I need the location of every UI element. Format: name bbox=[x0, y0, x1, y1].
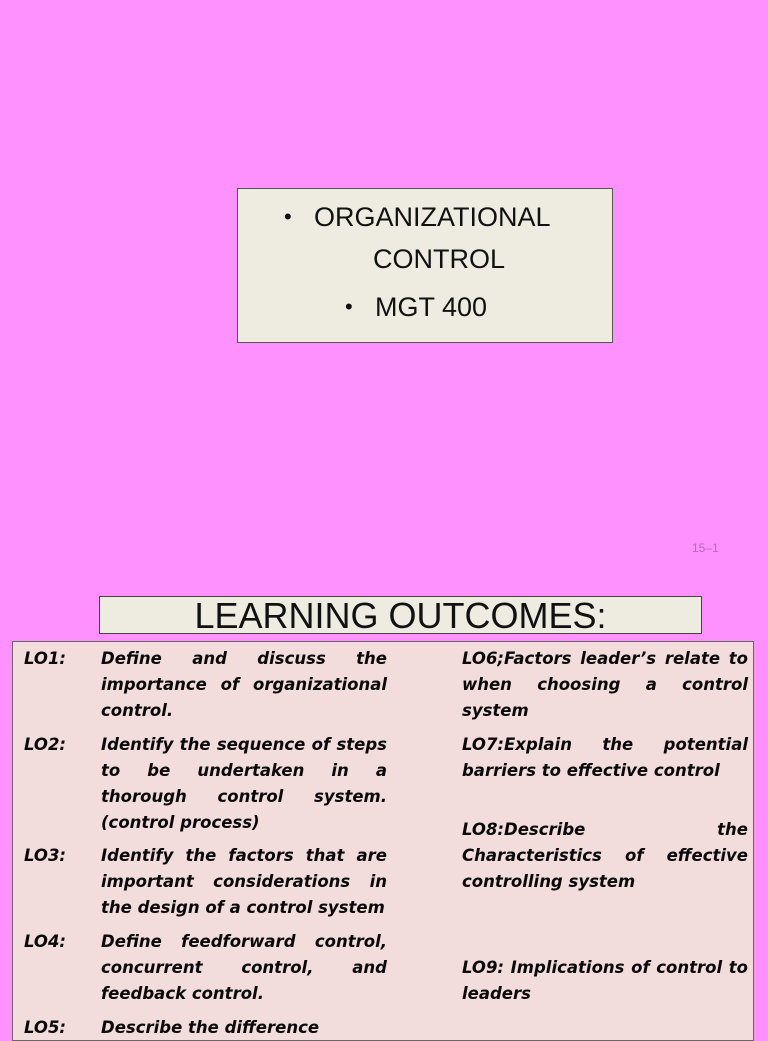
outcome-text: Define feedforward control, concurrent control, and feedback control. bbox=[101, 932, 387, 1003]
title-bullet-1 bbox=[284, 201, 551, 233]
outcome-code: LO2: bbox=[24, 735, 67, 754]
outcome-text: Define and discuss the importance of organizational control. bbox=[101, 649, 387, 720]
outcome-text: LO6;Factors leader’s relate to when choosing a control system bbox=[462, 649, 748, 720]
outcome-text: LO9: Implications of control to leaders bbox=[462, 958, 748, 1003]
bullet-icon: • bbox=[284, 204, 292, 229]
outcome-text: Identify the factors that are important considerations in the design of a control system bbox=[101, 846, 387, 917]
learning-outcomes-title: LEARNING OUTCOMES: bbox=[99, 596, 702, 634]
outcome-text: LO8:Describe the Characteristics of effective controlling system bbox=[462, 820, 748, 891]
outcome-code: LO3: bbox=[24, 846, 67, 865]
course-code: MGT 400 bbox=[375, 292, 488, 322]
title-bullet-2 bbox=[345, 291, 487, 323]
outcome-text: LO7:Explain the potential barriers to effective control bbox=[462, 735, 748, 780]
title-box bbox=[237, 188, 613, 343]
outcome-text: Identify the sequence of steps to be undertaken in a thorough control system.(control process) bbox=[101, 735, 387, 832]
outcome-code: LO4: bbox=[24, 932, 67, 951]
title-line-organizational: ORGANIZATIONAL bbox=[314, 202, 551, 232]
slide-number: 15–1 bbox=[692, 541, 719, 555]
outcome-code: LO5: bbox=[24, 1018, 67, 1037]
learning-outcomes-panel bbox=[12, 641, 754, 1041]
outcome-code: LO1: bbox=[24, 649, 67, 668]
outcome-text: Describe the difference bbox=[101, 1018, 320, 1037]
title-line-control: CONTROL bbox=[373, 244, 506, 274]
bullet-icon: • bbox=[345, 294, 353, 319]
